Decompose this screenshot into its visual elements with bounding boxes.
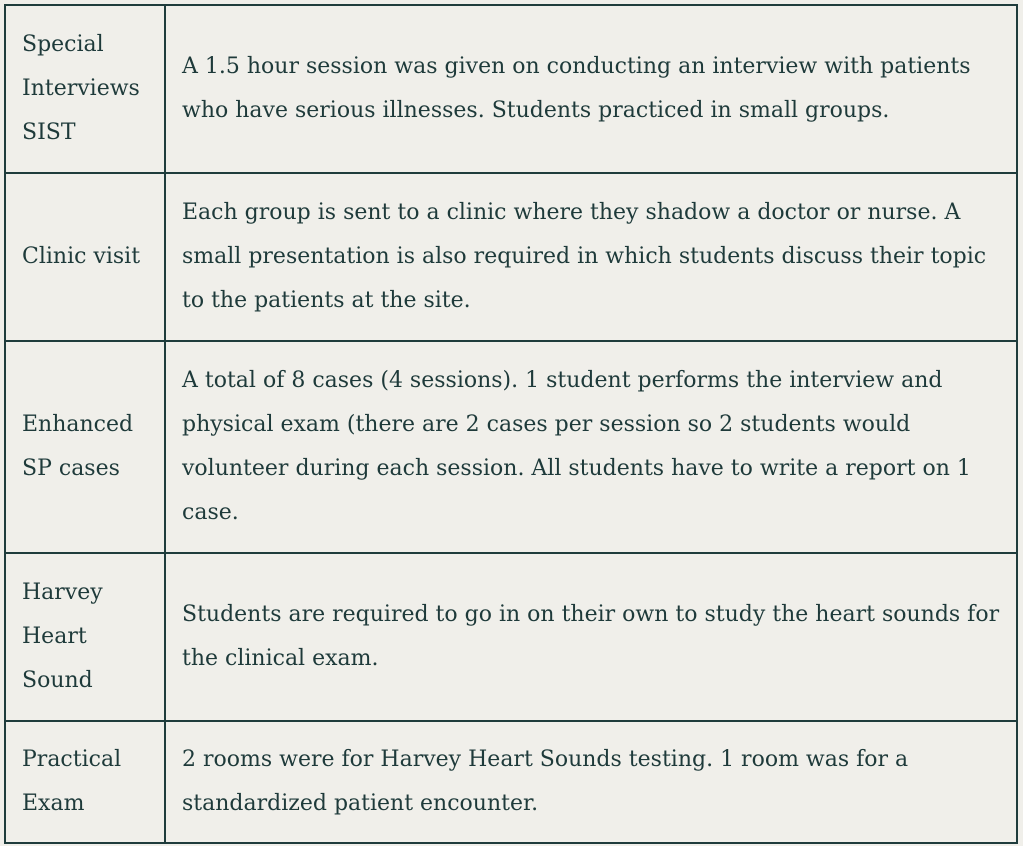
row-label: Clinic visit bbox=[5, 173, 165, 341]
table-row bbox=[5, 5, 1017, 173]
row-description: A total of 8 cases (4 sessions). 1 student performs the interview and physical exam (there are 2 cases per session so 2 students would volunteer during each session. All students have to write a report on 1 case. bbox=[165, 341, 1017, 553]
row-description: 2 rooms were for Harvey Heart Sounds testing. 1 room was for a standardized patient encounter. bbox=[165, 721, 1017, 843]
row-label: Enhanced SP cases bbox=[5, 341, 165, 553]
activities-table bbox=[4, 4, 1018, 844]
row-description: Each group is sent to a clinic where they shadow a doctor or nurse. A small presentation is also required in which students discuss their topic to the patients at the site. bbox=[165, 173, 1017, 341]
row-label: Special Interviews SIST bbox=[5, 5, 165, 173]
row-label: Practical Exam bbox=[5, 721, 165, 843]
table-row bbox=[5, 173, 1017, 341]
table-row bbox=[5, 341, 1017, 553]
row-description: Students are required to go in on their own to study the heart sounds for the clinical exam. bbox=[165, 553, 1017, 721]
table-row bbox=[5, 553, 1017, 721]
table-row bbox=[5, 721, 1017, 843]
row-label: Harvey Heart Sound bbox=[5, 553, 165, 721]
row-description: A 1.5 hour session was given on conducting an interview with patients who have serious illnesses. Students practiced in small groups. bbox=[165, 5, 1017, 173]
